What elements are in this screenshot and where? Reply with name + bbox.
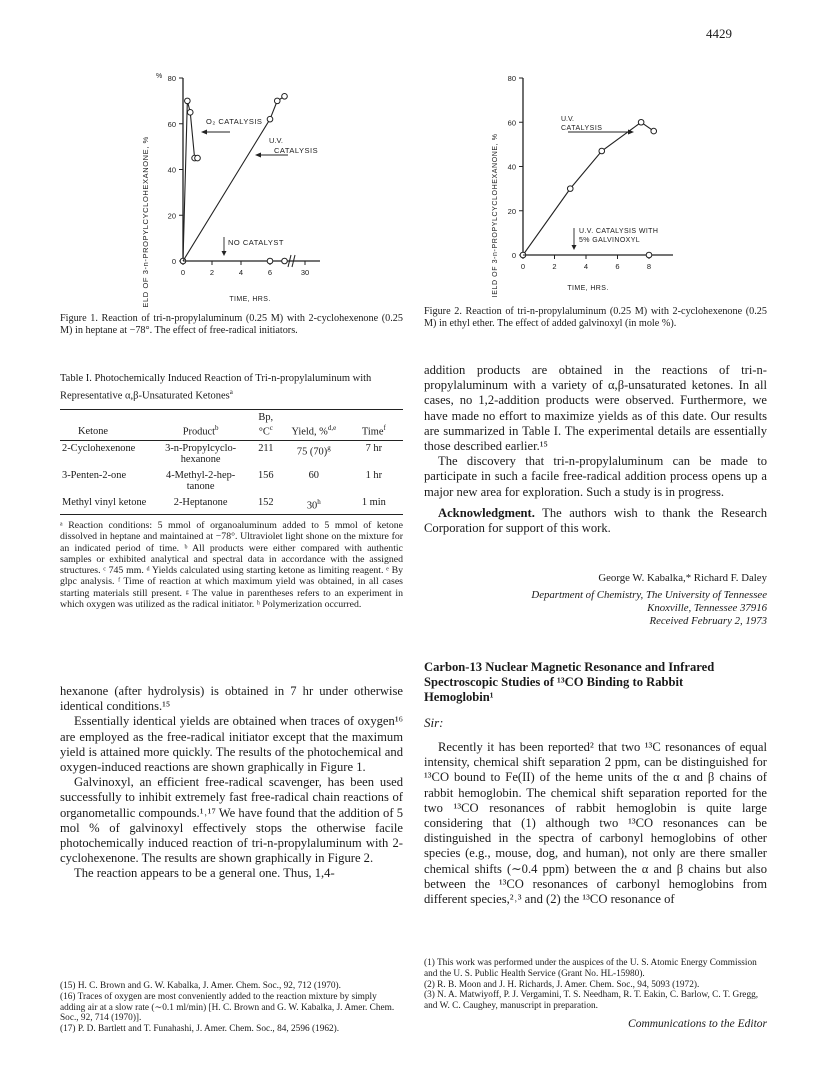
- paragraph: Galvinoxyl, an efficient free-radical scavenger, has been used successfully to inhibit extremely fast free-radical chain reactions of organometallic compounds.¹˒¹⁷ We have found that the addition of 5 mol % of galvinoxyl effectively stops the otherwise facile photochemically induced reaction of tri-n-propylaluminum with 2-cyclohexenone. The results are shown graphically in Figure 2.: [60, 775, 403, 866]
- fig1-percent-mark: %: [156, 73, 163, 80]
- page-footer: Communications to the Editor: [628, 1018, 767, 1030]
- fig1-data-point: [282, 258, 288, 264]
- table-row: [60, 495, 403, 514]
- fig1-label-uv-2: CATALYSIS: [274, 146, 319, 155]
- fig1-y-tick-label: 40: [167, 165, 176, 175]
- fig1-series-line: [183, 101, 198, 261]
- table-cell: 2-Heptanone: [153, 495, 249, 514]
- table-row: [60, 468, 403, 495]
- reference: (15) H. C. Brown and G. W. Kabalka, J. Amer. Chem. Soc., 92, 712 (1970).: [60, 981, 341, 991]
- fig2-label-uv-1: U.V.: [561, 116, 574, 123]
- table-1-title-sup: a: [229, 387, 233, 396]
- right-references: [424, 958, 767, 1012]
- figure-2-caption: [424, 306, 767, 330]
- table-cell-sup: g: [327, 443, 331, 452]
- reference: (3) N. A. Matwiyoff, P. J. Vergamini, T. S. Needham, R. T. Eakin, C. Barlow, C. T. Gregg, and W. C. Caughey, manuscript in preparation.: [424, 990, 759, 1012]
- fig2-y-tick-label: 80: [507, 74, 516, 83]
- fig1-x-tick-label: 0: [180, 268, 186, 277]
- fig1-data-point: [185, 98, 191, 104]
- fig1-x-tick-label: 6: [267, 268, 273, 277]
- fig1-data-point: [187, 110, 193, 116]
- acknowledgment-label: Acknowledgment.: [438, 505, 535, 520]
- table-1-footnotes: [60, 520, 403, 610]
- acknowledgment: [424, 506, 767, 536]
- fig1-y-tick-label: 60: [167, 119, 176, 129]
- fig1-y-tick-label: 80: [167, 74, 176, 83]
- paragraph: hexanone (after hydrolysis) is obtained in 7 hr under otherwise identical conditions.¹⁵: [60, 684, 403, 714]
- table-1: [60, 373, 403, 610]
- table-cell: 7 hr: [365, 442, 383, 454]
- page-number: 4429: [706, 26, 732, 41]
- figure-1-caption: [60, 313, 403, 337]
- right-body: [424, 363, 767, 536]
- fig2-data-point: [638, 119, 644, 125]
- table-header-sup: b: [215, 424, 219, 432]
- affiliation-line: Knoxville, Tennessee 37916: [647, 602, 767, 614]
- affiliation: [424, 589, 767, 628]
- fig2-x-tick-label: 2: [552, 262, 557, 271]
- article-2-body: [424, 740, 767, 907]
- fig1-none-arrowhead: [222, 251, 227, 256]
- fig2-data-point: [646, 252, 652, 258]
- fig1-y-axis-label: YIELD OF 3-n-PROPYLCYCLOHEXANONE, %: [141, 136, 150, 308]
- figure-1: [138, 58, 338, 308]
- table-cell-text: 30: [306, 500, 318, 512]
- table-header-bp: [249, 409, 283, 440]
- fig2-x-tick-label: 6: [615, 262, 620, 271]
- fig2-data-point: [599, 148, 605, 154]
- fig2-label-uv-2: CATALYSIS: [561, 125, 603, 132]
- table-cell-text: 75 (70): [296, 446, 328, 458]
- table-header-text: Ketone: [78, 426, 109, 438]
- table-row: [60, 440, 403, 468]
- paragraph: Recently it has been reported² that two ¹³C resonances of equal intensity, chemical shift separation 2 ppm, can be distinguished for ¹³CO bound to Fe(II) of the heme units of the α and β chains of rabbit hemoglobin. The chemical shift separation reported for the two ¹³CO resonances of rabbit hemoglobin is quite large considering that (1) although two ¹³CO resonances can be distinguished in the spectra of carbonyl hemoglobins of other species (e.g., mouse, dog, and human), not only are there smaller chemical shifts (∼0.4 ppm) between the α and β chains but also between the ¹³CO resonances of carbonyl hemoglobins from different species,²˒³ and (2) the ¹³CO resonance of: [424, 740, 767, 907]
- table-cell-yield: [283, 440, 345, 468]
- table-header-text: Time: [361, 426, 384, 438]
- table-1-title: [60, 373, 403, 403]
- fig2-data-point: [651, 128, 657, 134]
- fig2-x-axis-label: TIME, HRS.: [567, 285, 609, 292]
- reference: (2) R. B. Moon and J. H. Richards, J. Amer. Chem. Soc., 94, 5093 (1972).: [424, 979, 700, 990]
- fig2-label-galv-2: 5% GALVINOXYL: [579, 237, 641, 244]
- fig1-x-tick-label: 2: [209, 268, 215, 277]
- table-1-footnotes-text: ᵃ Reaction conditions: 5 mmol of organoaluminum added to 5 mmol of ketone dissolved in heptane and maintained at −78°. Ultraviolet light shone on the mixture for an indicated period of time. ᵇ All products were either compared with authentic samples or exhibited analytical and spectral data in accordance with the assigned structures. ᶜ 745 mm. ᵈ Yields calculated using starting ketone as limiting reagent. ᵉ By glpc analysis. ᶠ Time of reaction at which maximum yield was obtained, in all cases starting materials still present. ᵍ The value in parentheses refers to an experiment in which oxygen was utilized as the radical initiator. ʰ Polymerization occurred.: [60, 519, 403, 611]
- fig2-data-point: [567, 186, 573, 192]
- fig1-label-none: NO CATALYST: [228, 238, 284, 247]
- fig1-data-point: [195, 155, 201, 161]
- table-cell: 156: [257, 469, 274, 481]
- fig1-uv-arrowhead: [255, 153, 261, 158]
- table-header-sup: c: [269, 424, 273, 432]
- table-cell: 3-n-Propylcyclo-hexanone: [165, 442, 237, 466]
- fig2-y-tick-label: 60: [507, 118, 516, 128]
- article-2-title-text: Carbon-13 Nuclear Magnetic Resonance and Infrared Spectroscopic Studies of ¹³CO Binding to Rabbit Hemoglobin¹: [424, 660, 715, 704]
- fig2-x-tick-label: 4: [583, 262, 589, 271]
- fig1-data-point: [267, 258, 273, 264]
- fig1-x-tick-label: 4: [238, 268, 244, 277]
- fig2-y-axis-label: YIELD OF 3-n-PROPYLCYCLOHEXANONE, %: [492, 133, 499, 298]
- table-1-grid: [60, 409, 403, 515]
- figure-1-chart: [138, 58, 338, 308]
- paragraph: The discovery that tri-n-propylaluminum can be made to participate in such a facile free-radical addition process opens up a major new area for exploration. Such a study is in progress.: [424, 454, 767, 499]
- fig2-galv-arrowhead: [572, 245, 577, 250]
- table-cell: 152: [249, 495, 283, 514]
- fig1-data-point: [282, 94, 288, 100]
- left-references: [60, 981, 403, 1035]
- fig2-y-tick-label: 40: [507, 162, 516, 172]
- fig1-data-point: [267, 116, 273, 122]
- fig2-series-line: [523, 122, 654, 255]
- table-header-yield: [283, 409, 345, 440]
- table-header-ketone: [60, 409, 153, 440]
- fig1-x-axis-label: TIME, HRS.: [229, 296, 271, 303]
- fig2-y-tick-label: 20: [507, 206, 516, 216]
- table-header-text: Bp, °C: [258, 411, 274, 438]
- table-cell: 4-Methyl-2-hep-tanone: [166, 469, 236, 493]
- figure-2: [478, 58, 678, 298]
- received-date: Received February 2, 1973: [649, 615, 767, 627]
- fig2-label-galv-1: U.V. CATALYSIS WITH: [579, 228, 659, 235]
- figure-1-caption-text: Figure 1. Reaction of tri-n-propylaluminum (0.25 M) with 2-cyclohexenone (0.25 M) in heptane at −78°. The effect of free-radical initiators.: [60, 313, 403, 336]
- table-header-text: Yield, %: [291, 426, 328, 438]
- reference: (1) This work was performed under the auspices of the U. S. Atomic Energy Commission and the U. S. Public Health Service (Grant No. HL-15980).: [424, 958, 757, 979]
- table-header-sup: f: [383, 424, 386, 432]
- table-1-title-text: Table I. Photochemically Induced Reaction of Tri-n-propylaluminum with Representative α,β-Unsaturated Ketones: [60, 373, 372, 401]
- acknowledgment-text: The authors wish to thank the Research Corporation for support of this work.: [424, 505, 767, 536]
- fig2-x-tick-label: 0: [520, 262, 526, 271]
- left-body: [60, 684, 403, 882]
- reference: (16) Traces of oxygen are most conveniently added to the reaction mixture by simply adding air at a slow rate (∼0.1 ml/min) [H. C. Brown and G. W. Kabalka, J. Amer. Chem. Soc., 92, 714 (1970)].: [60, 991, 395, 1024]
- affiliation-line: Department of Chemistry, The University of Tennessee: [531, 589, 767, 601]
- fig2-y-tick-label: 0: [511, 251, 516, 260]
- table-cell-yield: [283, 468, 345, 495]
- table-cell: 3-Penten-2-one: [62, 469, 127, 481]
- fig2-x-tick-label: 8: [646, 262, 652, 271]
- reference: (17) P. D. Bartlett and T. Funahashi, J. Amer. Chem. Soc., 84, 2596 (1962).: [60, 1024, 340, 1035]
- authors: George W. Kabalka,* Richard F. Daley: [598, 572, 767, 584]
- fig1-o2-arrowhead: [201, 130, 207, 135]
- table-cell: 2-Cyclohexenone: [62, 442, 136, 454]
- article-2-title: [424, 660, 754, 705]
- paragraph: Essentially identical yields are obtained when traces of oxygen¹⁶ are employed as the free-radical initiator except that the maximum yield is attained more quickly. The results of the photochemical and oxygen-induced reactions are shown graphically in Figure 1.: [60, 714, 403, 775]
- table-header-time: [345, 409, 403, 440]
- paragraph: The reaction appears to be a general one. Thus, 1,4-: [74, 866, 335, 881]
- figure-2-caption-text: Figure 2. Reaction of tri-n-propylaluminum (0.25 M) with 2-cyclohexenone (0.25 M) in ethyl ether. The effect of added galvinoxyl (in mole %).: [424, 306, 767, 329]
- fig1-x-tick-label: 30: [300, 268, 310, 277]
- table-cell: 211: [258, 442, 274, 454]
- table-header-text: Product: [182, 426, 216, 438]
- paragraph: addition products are obtained in the reactions of tri-n-propylaluminum with a variety of α,β-unsaturated ketones. In all cases, no 1,2-addition products were observed. Furthermore, we have made no effort to maximize yields as of this date. Our results are summarized in Table I. The experimental details are essentially those described earlier.¹⁵: [424, 363, 767, 454]
- table-cell: 1 min: [345, 495, 403, 514]
- table-cell: Methyl vinyl ketone: [60, 495, 153, 514]
- table-header-product: [153, 409, 249, 440]
- fig1-y-tick-label: 20: [167, 211, 176, 221]
- figure-2-chart: [478, 58, 678, 298]
- table-cell-yield: [283, 495, 345, 514]
- table-cell-sup: h: [317, 497, 321, 506]
- salutation: Sir:: [424, 715, 444, 730]
- table-header-sup: d,e: [327, 424, 337, 432]
- table-cell: 1 hr: [365, 469, 383, 481]
- fig1-label-uv-1: U.V.: [269, 136, 283, 145]
- table-cell-text: 60: [308, 469, 319, 481]
- fig1-label-o2: O₂ CATALYSIS: [206, 117, 263, 126]
- fig1-y-tick-label: 0: [171, 257, 176, 266]
- fig1-data-point: [274, 98, 280, 104]
